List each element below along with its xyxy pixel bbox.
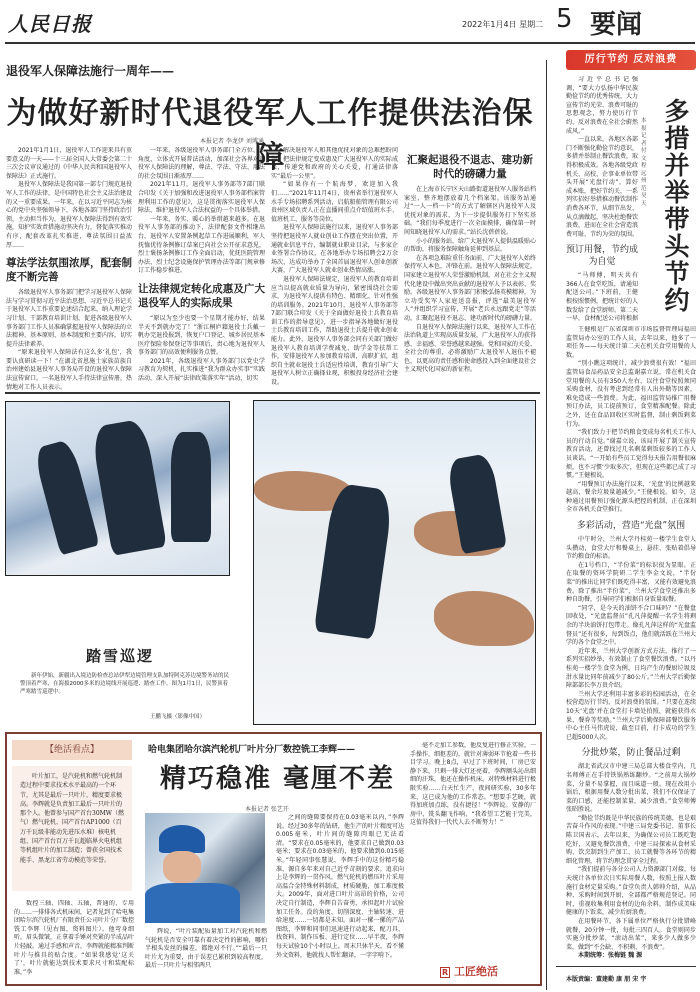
paragraph: “如果你有一个航海梦，欢迎加入我们……”2021年11月4日，贵州省举行退役军人水手专场招聘系列活动，启航船舶管理有限公司贵州区域负责人正在直播间重点介绍值班水手、值班机工、服务等岗位。	[271, 181, 398, 223]
paragraph: 湖北省武汉市中建三局总部大楼食堂内，几名师傅正在手持铁锅熟练翻炒。“之前用大锅炒菜，分量不易掌握，而且味道一般。现在改用小锅后，根据用餐人数分批出菜，我们不仅保证了菜的口感，还能控制菜量，减少浪费。”食堂师傅张昭胜说。	[566, 763, 696, 814]
paragraph: “马师傅，明天共有366人在食堂吃饭，请通知配送公司。”下班前，王健根按照惯例，把统计好的人数发给了食堂厨师。第二天一早，食材配送公司将根据	[566, 272, 638, 322]
feature-headline: 精巧稳准 毫厘不差	[159, 764, 396, 794]
paragraph: 中午时分，兰州大学丹桂苑一楼学生食堂人头攒动，食堂大厅和餐桌上，悬挂、张贴着倡导节约粮食的标语。	[566, 536, 696, 561]
article-column-2	[138, 147, 265, 390]
paragraph: 之间的缝隙要保持在0.03毫米以内，”李辉说。经过30多年的钻研，他生产的叶片精度可达0.005毫米，叶片间的缝隙肉眼已无法看清。“要求在0.05毫米的，他要求自己做到0.03毫米；要求在0.03毫米的，他要求做到0.015毫米。”年轻同事张慧说，李辉手中的这份精巧稳准，源自多年来对自己近乎苛刻的要求。追求向上是李辉的一贯作风。燃气轮机的燃压叶片采用高温合金特殊材料制成，材质硬脆，加工难度极大。2009年，面对进口叶片高昂的价格，公司决定自行制造，李辉自告奋勇，承担起叶片试验加工任务。没的角度、切削深度、主轴转速、进给速度……一切都是未知。面对一摞一摞的产品图纸，李辉和同事们迅速进行动起来，配刀具、找资料、制作压板、进行定位……早半夜，李辉每天试验10个小时以上，周末只休半天，看不懂外文资料，他就找人帮忙翻译，一字字啃下。	[276, 814, 404, 959]
newspaper-logo: 人民日报	[8, 12, 92, 36]
paragraph: 一年来，各级退役军人事务部门全方位、多角度、立体式开展普法活动，加深社会各界对退役军人保障法的理解，尊法、学法、守法、用法的社会氛围日渐浓厚……	[138, 147, 265, 180]
feature-column-4	[410, 742, 536, 957]
feature-column-1	[14, 900, 134, 982]
article-kicker: 退役军人保障法施行一周年——	[6, 64, 175, 78]
sidebar-title: 【绝活看点】	[12, 740, 132, 760]
section-name: 要闻	[590, 10, 643, 40]
page-editors: 本版责编：董建勤 康 朋 宋 宇	[566, 976, 647, 983]
subheading: 分批炒菜，防止餐品过剩	[581, 748, 681, 759]
paragraph: 在各项急难险重任务面前，广大退役军人始终保持军人本色，冲锋在前。退役军人保障法规定，国家建立退役军人荣誉激励机制，对在社会主义现代化建设中做出突出贡献的退役军人予以表彰、奖励。各级退役军人事务部门积极弘扬英模精神，为立功受奖军人家庭送喜报，评选“最美退役军人”并组织学习宣传，开展“老兵永远跟党走”等活动，汇聚起退役不退志、建功新时代的磅礴力量。	[404, 254, 536, 322]
paragraph: “我们提前与各分公司人力资源部门对接，每天统计各单位次日实际用餐人数，按照上报人数施行食材定量采购。”食堂负责人韩帅介绍，从品种、采购时间到开厨，全部都严格规范登记。同时，重视收集利用食材的边角余料，制作成美味健康的下饭菜，减少后厨浪费。	[566, 866, 696, 917]
column-divider	[546, 60, 547, 990]
footer-divider	[556, 966, 696, 967]
paragraph: 在1号档口，“半份菜”的标识很为显眼。正在取餐的资环学院研二学生李金文说，“半份菜”的推出让同学们既吃得丰富，又能有效避免浪费。除了推出“半份菜”，兰州大学食堂还推出多种自助餐，引导同学们根据自身饭量取餐。	[566, 561, 696, 604]
paragraph: 一直以来，各地区各部门不断强化勤俭节约意识，多措并举制止餐饮浪费，取得积极成效。各地各级党政机关、高校、企事业单位带头开展“光盘行动”，算好成本账，把好节约关，一系列实招好举措推动餐饮制作消费各环节，从细节出发、从点滴做起，坚决杜绝餐饮浪费，进而在全社会营造浪费可耻、节约为荣的氛围。	[566, 136, 638, 238]
paragraph: 在用餐环节，各下属单位严格执行分批错峰就餐，20分钟一批，每批三四百人。食堂则同步实施分批炒菜，“滚动出菜”，来多少人做多少菜，做到“不会缺、不积剩、不浪费”。	[566, 918, 696, 951]
vertical-headline: 多措并举 带头节约	[664, 97, 690, 315]
photo-credit: 王鹏飞摄（影像中国）	[150, 714, 206, 720]
right-article-body	[566, 326, 696, 962]
subheading: 预订用餐，节约成为自觉	[566, 245, 638, 268]
paragraph: 各级退役军人事务部门把学习退役军人保障法与学习贯彻习近平法治思想、习近平总书记关于退役军人工作重要论述结合起来，纳入理论学习计划、干部教育培训计划，促进各级退役军人事务部门工作人员准确掌握退役军人保障法的立法精神、基本原则、基本制度和主要内容，切实提升法律素养。	[6, 289, 132, 348]
patrol-photo-right	[253, 400, 536, 725]
paragraph: 自退役军人保障法施行以来，退役军人工作在法治轨道上实现高质量发展，广大退役军人的获得感、幸福感、荣誉感越来越强。党和国家的关爱、全社会的尊重，必将激励广大退役军人退伍不褪色，以更高的责任感和使命感投入到全面建设社会主义现代化国家的新征程。	[404, 323, 536, 374]
right-intro	[566, 76, 638, 322]
paragraph: 辉说，“叶片装配质量加工对汽轮机和燃气轮机是否安全可靠有着决定性的影响，哪怕半根头发丝的偏差，都绝对不行。”“最后一只叶片尤为重要，由于误差已累积到较高程度，最后一只叶片与相邻两只	[145, 928, 267, 970]
paragraph: 习近平总书记强调，“要大力弘扬中华民族勤俭节约的优秀传统，大力宣传节约光荣、浪费可耻的思想观念，努力使厉行节约、反对浪费在全社会蔚然成风。”	[566, 76, 638, 135]
paragraph: “别小瞧这项统计，减少浪费很有效！”福田监管局食品药品安全总监谢嘉立说，常在机关食堂用餐的人员有350人左右，以往食堂按照须同采购食材，没有考虑到经常有人出外勤等因素，难免造成一些浪费。为此，福田监管局推广用餐预订办法，员工提前预订，食堂精准配餐。除此之外，还在食品回收区实时监督，制止剩饭剩菜行为。	[566, 360, 696, 428]
article-column-4	[404, 147, 536, 390]
paragraph: 退役军人保障法规定，退役军人的教育培训应当以提高就业质量为导向，紧密围绕社会需求，为退役军人提供有特色、精细化、针对性强的培训服务。2021年10月，退役军人事务部等7部门联合印发《关于全面做好退役士兵教育培训工作的指导意见》，进一步指导各地做好退役士兵教育培训工作，帮助退役士兵提升就业创业能力。此外，退役军人事务部会同有关部门做好退役军人教育培训学费减免、助学金等扶帮工作，安排退役军人参加教育培训，高职扩招，组织自主就业退役士兵适应性培训，教育引导广大退役军人树立正确择业观，积极投身经济社会建设。	[271, 275, 398, 387]
feature-column-2	[145, 928, 267, 982]
paragraph: 近年来，兰州大学创新方式方法，推行了一系列实招妙举，有效制止了食堂餐饮浪费。“以丹桂苑一楼学生食堂为例，日均产生的餐厨垃圾及泔水量比同年前减少了80公斤。”兰州大学后勤保障部部长李万贵介绍。	[566, 647, 696, 690]
paragraph: 兰州大学还利用丰富多彩的校园活动，在全校营造厉行节约、反对浪费的氛围。“只要在连续10天‘光盘’并在食堂打卡墙处拍照，就能获得水果、餐券等奖励。”兰州大学后勤保障部餐饮服务中心主任马伟虎说，截至目前，打卡成功的学生已超5000人次。	[566, 690, 696, 741]
feature-kicker: 哈电集团哈尔滨汽轮机厂叶片分厂数控铣工李辉——	[148, 745, 356, 755]
masthead-divider	[5, 42, 695, 44]
paragraph: 2021年1月1日，退役军人工作迎来具有重要意义的一天——十三届全国人大常委会第二十三次会议审议通过的《中华人民共和国退役军人保障法》正式施行。	[6, 147, 132, 180]
feature-column-3	[276, 814, 404, 982]
paragraph: 数控三轴、四轴、五轴，普通的、专用的……一排排各式机床间，记者见到了哈电集团哈尔滨汽轮机厂有限责任公司叶片分厂数控铣工李辉（见右图，资料图片）。他弯身细听，眉头微皱，正拿着手锤对夹紧的半成品叶片轻敲。通过手感和声音，李辉就能精准判断叶片与推具的贴合度。“如果我感觉‘这关了’，叶片就能达到技术要求尺寸和装配标准，”李	[14, 900, 134, 976]
paragraph: 毫不走加工参数，他反复进行修正实验，一手操作，细抠差的，就针对薄弱环节抢着一些书目学习。晚上8点，早过了下班时间，厂房已安静下来，只剩一排大灯还亮着，李辉额头沁出细细的汗珠，他还在操作机床，对特殊材料进行极限实验……白天忙生产，夜间研实验，30多年来，这已成为他的工作常态。“想要手艺硬，就得加班加点练，没有捷径！”李辉说。安静的厂房中，铣头翻飞作响，“我希望工艺能于完美，这值得我们一代代人去不断努力！”	[410, 742, 536, 827]
paragraph: 一年来，务实、暖心的举措越来越多。在退役军人事务部的推动下，法律配套文件相继出台，退役军人安置条例起草工作进展顺利，军人抚恤优待条例修订草案已向社会公开征求意见，烈士褒扬条例修订工作全面启动，优抚医院管理办法、烈士纪念设施保护管理办法等部门规章修订工作稳步推进。	[138, 215, 265, 275]
issue-date: 2022年1月4日 星期二	[462, 20, 544, 29]
paragraph: 退役军人保障法施行以来，退役军人事务部坚持把退役军人就业创业工作摆在突出位置，开通就业信息平台，编制就业职业目录，与多家企业签署合作协议，在各地举办专场招聘会2万余场次，达成功举办了全国首届退役军人创业创新大赛，广大退役军人就业创业热情高涨。	[271, 224, 398, 275]
article-headline: 为做好新时代退役军人工作提供法治保障	[6, 96, 534, 175]
paragraph: 2021年11月，退役军人事务部等7部门联合印发《关于加强和改进退役军人事务部档案管理利用工作的意见》，这是贯彻落实退役军人保障法、维护退役军人合法权益的一个具体举措。	[138, 181, 265, 215]
page-number: 5	[556, 4, 573, 34]
paragraph: 小小的服务站，给广大退役军人提供温暖贴心的帮助，将服务保障触角延伸到基层。	[404, 237, 536, 254]
article-column-1	[6, 147, 132, 390]
patrol-photo-left	[5, 401, 230, 576]
topic-banner: 厉行节约 反对浪费	[566, 50, 696, 70]
article-byline: 本报记者 李龙伊 刘博通	[200, 138, 264, 145]
paragraph: 2021年，各级退役军人事务部门以党史学习教育为契机，扎实推进“我为群众办实事”实践活动，深入开展“法律政策落实年”活动，切实	[138, 357, 265, 383]
paragraph: 王健根是广东省深圳市市场监督管理局福田监管局办公室的工作人员，去年以来，他多了一项任务——每天统计第二天在机关食堂用餐的人数。	[566, 326, 696, 359]
paragraph: “勤俭节约既是中华民族的传统美德，也是艰苦奋斗作风的表现。”中建三局党委书记、董事长陈卫国表示，去年以来，为确保公司员工既吃饱吃好，又避免餐饮浪费，中建三局探索从食材采购、饮烹制到生产加工、员工就餐等各环节的精细化管理，将节约理念贯穿全过程。	[566, 814, 696, 865]
worker-photo	[145, 813, 265, 923]
article-column-3	[271, 147, 398, 390]
subheading: 让法律规定转化成惠及广大退役军人的实际成果	[138, 282, 265, 309]
sidebar-text: 叶片加工，是汽轮机和燃气轮机制造过程中要求技术水平最高的一个环节，尤其是最后一只叶片，精度要求极高。李辉就是负责加工最后一只叶片的那个人。他曾参与国产首台30MW（燃气）燃气轮机、国产首台AP1000（百万千瓦级非能动先进压水堆）核电机组、国产首台百万千瓦超临界火电机组等机组叶片的加工制造；曾获全国技术能手、黑龙江省劳动模范等荣誉。	[12, 766, 132, 891]
subheading: 汇聚起退役不退志、建功新时代的磅礴力量	[407, 154, 533, 180]
photo-title: 踏雪巡逻	[85, 647, 154, 665]
paragraph: 在上海市长宁区天山路街道退役军人服务站档案室，整齐地摆放着几个档案架。该服务站通过“一人一档一卡”的方式了解辖区内退役军人及优抚对象的需求，为下一步提供服务打下坚实基础。“我们每季度进行一次全面摸排，确保第一时间知晓退役军人的需求。”站长沈蓓蓓说。	[404, 186, 536, 236]
paragraph: “原以为至少也要一个星期才能办好，结果半天不到就办完了！”浙江桐庐籍退役士兵戴一帆办完退役报到、恢复户口登记、城乡居民基本医疗保险参保登记等事项后，责心地为退役军人事务部门的高效便利服务点赞。	[138, 314, 265, 357]
paragraph: “同学，是今天的油饼不合口味吗？”在餐盘回收处，“光盘监督员”孔凡萍提醒一名学生将剩余的半块油饼打包带走。像孔凡萍这样的“光盘监督员”还有很多，每到饭点，他们就活跃在兰州大学的各个食堂之中。	[566, 604, 696, 647]
feature-byline: 本报记者 张艺开	[245, 806, 289, 813]
subheading: 尊法学法氛围浓厚，配套制度不断完善	[6, 257, 132, 284]
photo-caption: 新年伊始，新疆出入境边防检查总站伊犁边境管理支队加特阿克苏边境警务站的民警顶着严寒，在海拔2000多米的边境线开展巡逻、踏查工作。图为1月1日，民警顶着严寒踏雪巡逻中。	[20, 673, 230, 695]
subheading: 多彩活动，营造“光盘”氛围	[576, 521, 686, 532]
paragraph: “我们致力于把节约粮食变成每名机关工作人员的行动自觉。”谢嘉立说，该局开展了制关宣传教育活动，还曾找过几名剩菜剩饭较多的工作人员谈话。“一开始有些员工觉得每天报告用餐很麻烦，也不习惯‘少取多次’，但现在这些都已成了习惯。”王健根说。	[566, 429, 696, 480]
paragraph: “原来退役军人保障法有这么多‘礼包’，我要认真研读一下！”在湖北省恩施土家族苗族自治州建始县退役军人事务局开设的退役军人保障法宣传窗口，一名退役军人手持法律宣传册，热情地对工作人员表示。	[6, 349, 132, 390]
column-logo: R 工匠绝活	[442, 965, 499, 978]
section-divider	[5, 392, 540, 394]
paragraph: 解决退役军人和其他优抚对象的急难愁盼问题，把法律规定变成惠及广大退役军人的实际成果，传递党和政府的关心关爱，打通法律落实“最后一公里”。	[271, 147, 398, 180]
paragraph: 退役军人保障法是我国第一部专门规范退役军人工作的法律，是中国特色社会主义法治建设的又一重要成果。一年来，在以习近平同志为核心的党中央坚强领导下，各地各部门坚持政治引领，主动担当作为，退役军人保障法得到有效实施，知护实效责措施动坚决有力，督促落实推动有序，配套改革扎实推进，尊法氛围日益浓厚……	[6, 181, 132, 249]
vertical-byline: 本报记者 付文 程远州 范昊天	[641, 118, 647, 207]
paragraph: “用餐预订办法施行以来，‘光盘’的比例越来越高，餐余垃圾量越减少。”王健根说。如今，这种通过用餐预订强化源头把控的机制，正在深圳全市各机关食堂推行。	[566, 480, 696, 514]
editor-credit: 本期统筹：张梅链 魏 源	[578, 952, 643, 960]
